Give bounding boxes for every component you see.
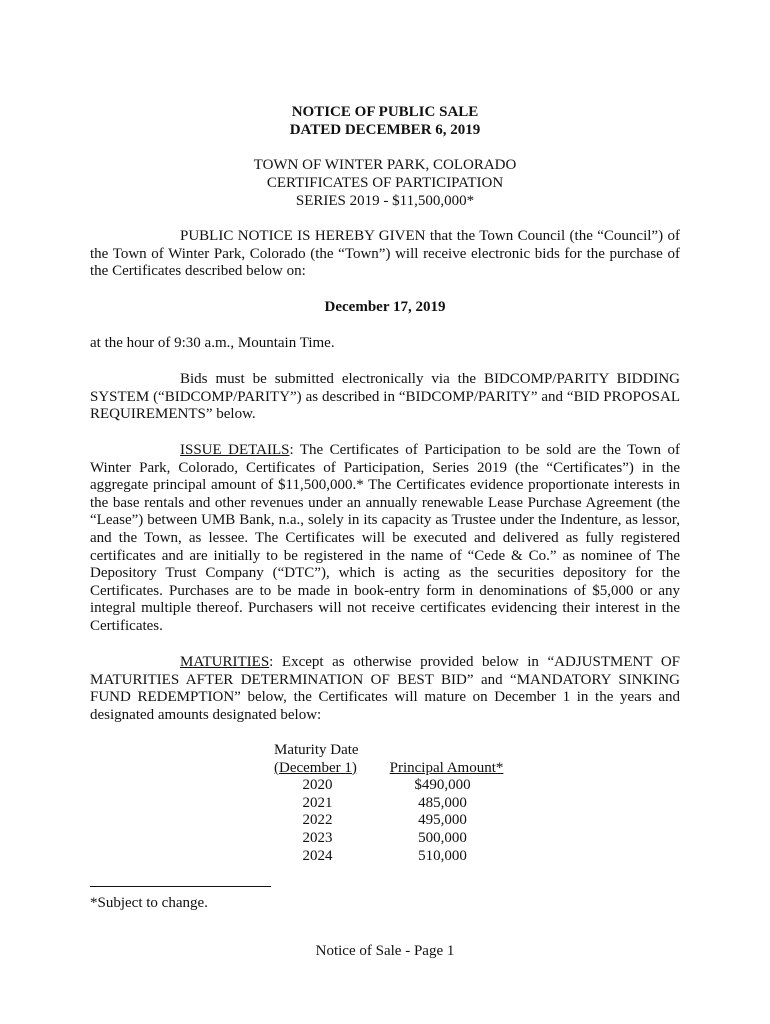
notice-title: NOTICE OF PUBLIC SALE — [291, 104, 479, 120]
principal-amount: 510,000 — [418, 847, 467, 864]
principal-amount: $490,000 — [414, 777, 471, 794]
footnote: *Subject to change. — [90, 895, 208, 911]
bids-paragraph: Bids must be submitted electronically via the BIDCOMP/PARITY BIDDING SYSTEM (“BIDCOMP/PARITY”) as described in “BIDCOMP/PARITY” and “BID PROPOSAL REQUIREMENTS” below. — [90, 371, 680, 423]
issuer-certificates: CERTIFICATES OF PARTICIPATION — [266, 175, 504, 191]
maturities-heading: MATURITIES — [180, 654, 270, 670]
table-row — [270, 812, 530, 830]
intro-paragraph: PUBLIC NOTICE IS HEREBY GIVEN that the Town Council (the “Council”) of the Town of Winter Park, Colorado (the “Town”) will receive electronic bids for the purchase of the Certificates described below on: — [90, 228, 680, 280]
maturity-year: 2024 — [302, 847, 333, 864]
footnote-divider — [90, 886, 271, 887]
sale-time: at the hour of 9:30 a.m., Mountain Time. — [90, 335, 335, 351]
sale-date: December 17, 2019 — [324, 299, 446, 315]
issuer-series: SERIES 2019 - $11,500,000* — [295, 193, 475, 209]
table-row — [270, 777, 530, 795]
table-row — [270, 830, 530, 848]
maturities-paragraph — [90, 654, 680, 724]
maturity-year: 2021 — [302, 794, 333, 811]
maturity-year: 2022 — [302, 812, 333, 829]
issue-details-paragraph — [90, 442, 680, 636]
maturities-text: : Except as otherwise provided below in “ADJUSTMENT OF MATURITIES AFTER DETERMINATION OF BEST BID” and “MANDATORY SINKING FUND REDEMPTION” below, the Certificates will mature on December 1 in the years and designated amounts designated below: — [90, 654, 680, 723]
issue-details-heading: ISSUE DETAILS — [180, 442, 290, 458]
page-footer: Notice of Sale - Page 1 — [315, 943, 455, 959]
principal-amount: 495,000 — [418, 812, 467, 829]
table-row — [270, 848, 530, 866]
principal-amount: 500,000 — [418, 829, 467, 846]
issue-details-text: : The Certificates of Participation to be sold are the Town of Winter Park, Colorado, Certificates of Participation, Series 2019 (the “Certificates”) in the aggregate principal amount of $11,500,000.* The Certificates evidence proportionate interests in the base rentals and other revenues under an annually renewable Lease Purchase Agreement (the “Lease”) between UMB Bank, n.a., solely in its capacity as Trustee under the Indenture, as lessor, and the Town, as lessee. The Certificates will be executed and delivered as fully registered certificates and are initially to be registered in the name of “Cede & Co.” as nominee of The Depository Trust Company (“DTC”), which is acting as the securities depository for the Certificates. Purchases are to be made in book-entry form in denominations of $5,000 or any integral multiple thereof. Purchasers will not receive certificates evidencing their interest in the Certificates. — [90, 442, 680, 634]
principal-amount-header: Principal Amount* — [389, 759, 504, 776]
maturity-month-header: (December 1) — [274, 759, 357, 776]
maturity-year: 2023 — [302, 829, 333, 846]
maturity-table — [270, 742, 530, 865]
table-header-row-2 — [270, 760, 530, 778]
maturity-year: 2020 — [302, 777, 333, 794]
maturity-date-header: Maturity Date — [274, 742, 359, 758]
notice-date-title: DATED DECEMBER 6, 2019 — [289, 122, 481, 138]
issuer-town: TOWN OF WINTER PARK, COLORADO — [253, 157, 517, 173]
principal-amount: 485,000 — [418, 794, 467, 811]
table-header-row-1 — [270, 742, 530, 760]
table-row — [270, 795, 530, 813]
